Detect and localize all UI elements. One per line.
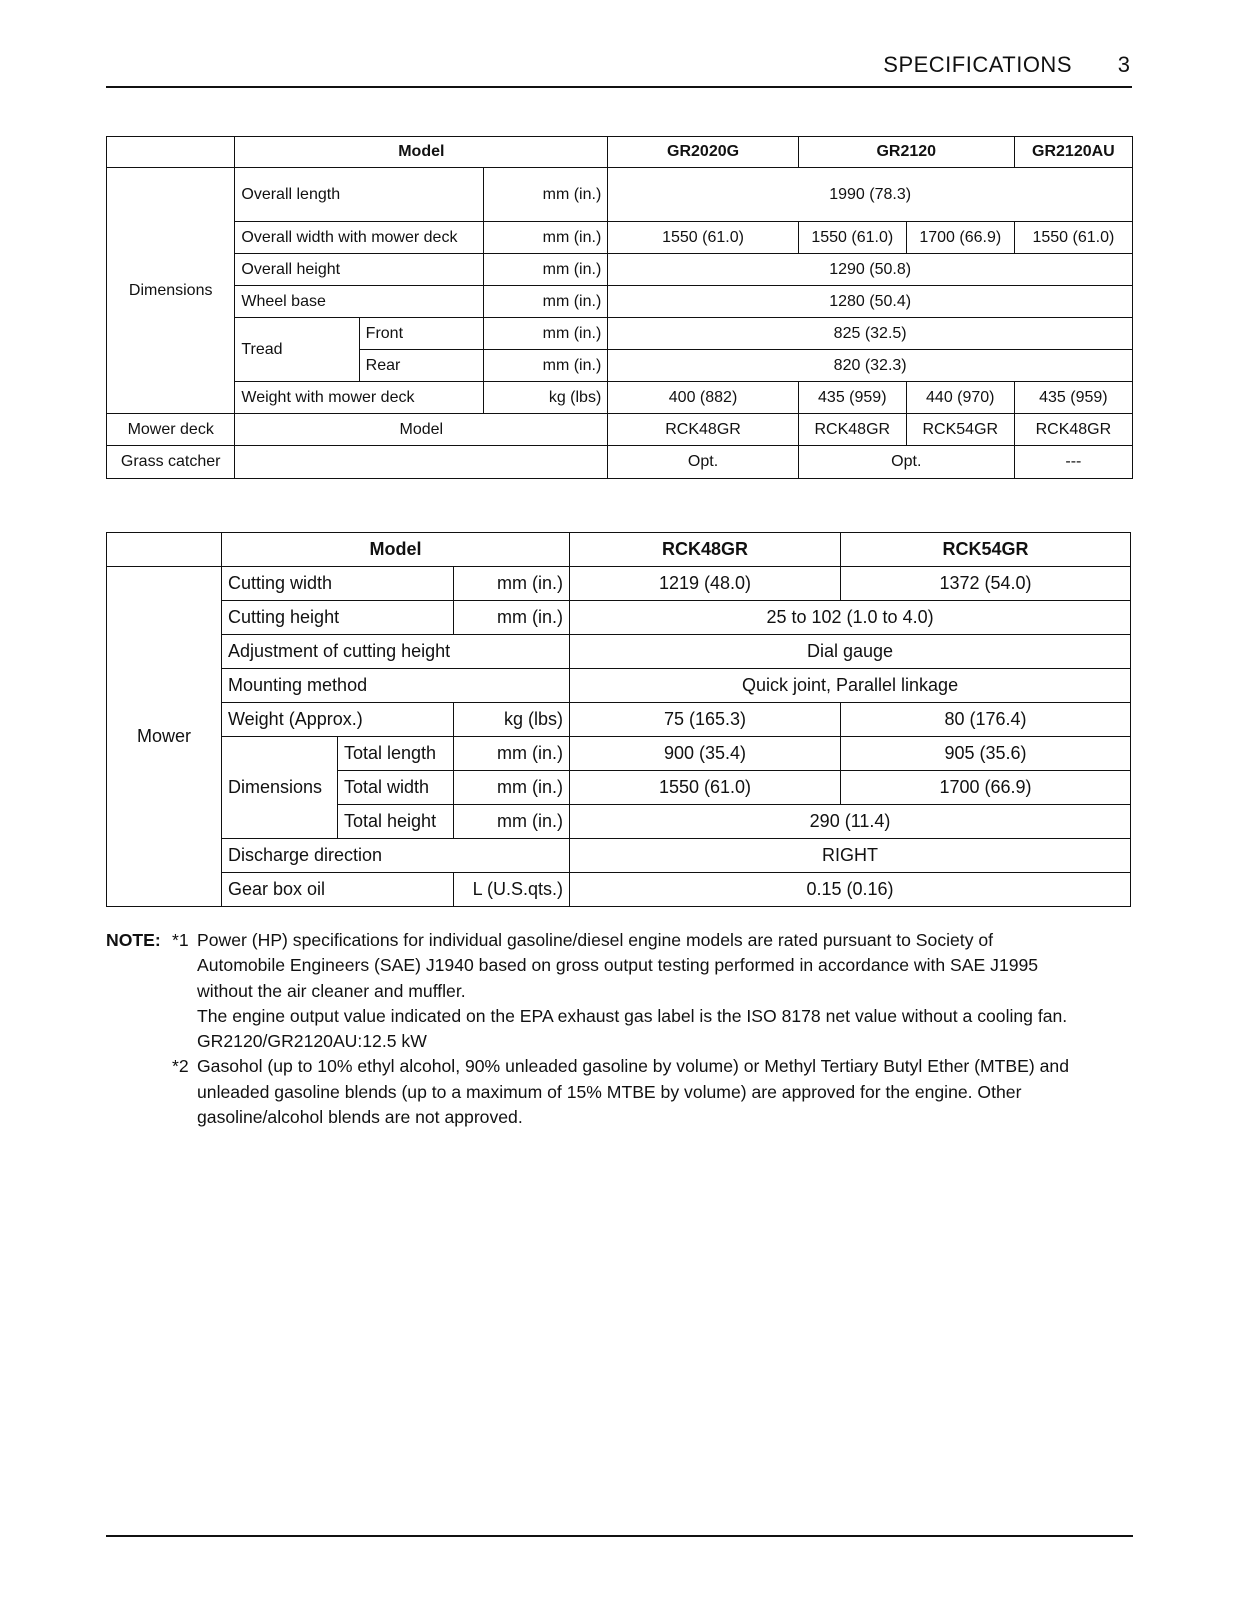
value-cell: 75 (165.3) [570,703,841,737]
unit-cell: mm (in.) [483,168,607,222]
value-cell: 905 (35.6) [841,737,1131,771]
table-row [107,567,1131,601]
row-sublabel: Total height [338,805,454,839]
unit-cell: L (U.S.qts.) [454,873,570,907]
table-row [107,703,1131,737]
table-row [107,635,1131,669]
value-cell: 290 (11.4) [570,805,1131,839]
table-row [107,873,1131,907]
row-label: Dimensions [222,737,338,839]
value-cell: 1550 (61.0) [608,222,799,254]
row-label: Cutting height [222,601,454,635]
value-cell: RCK48GR [1014,414,1132,446]
value-cell: 825 (32.5) [608,318,1133,350]
row-label: Cutting width [222,567,454,601]
footer-divider [106,1535,1133,1537]
unit-cell: mm (in.) [454,805,570,839]
unit-cell: mm (in.) [483,286,607,318]
column-header: RCK48GR [570,533,841,567]
row-label: Mower deck [107,414,235,446]
footnote-line: GR2120/GR2120AU:12.5 kW [197,1031,427,1052]
mower-group-label: Mower [107,567,222,907]
page-number: 3 [1117,52,1130,77]
table-row [107,382,1133,414]
value-cell: 435 (959) [798,382,906,414]
value-cell: 80 (176.4) [841,703,1131,737]
unit-cell: mm (in.) [483,350,607,382]
value-cell: 1550 (61.0) [570,771,841,805]
unit-cell: mm (in.) [454,771,570,805]
unit-cell: mm (in.) [454,737,570,771]
footnote-2 [106,1054,1136,1130]
row-label: Gear box oil [222,873,454,907]
table-row [107,414,1133,446]
row-label: Mounting method [222,669,570,703]
value-cell: 25 to 102 (1.0 to 4.0) [570,601,1131,635]
unit-cell: mm (in.) [454,567,570,601]
value-cell: RCK48GR [798,414,906,446]
footnote-marker: *1 [172,930,189,950]
table-row [107,446,1133,479]
value-cell: 1219 (48.0) [570,567,841,601]
row-label: Discharge direction [222,839,570,873]
row-sublabel: Front [359,318,483,350]
value-cell: 435 (959) [1014,382,1132,414]
model-header: Model [222,533,570,567]
table-row [107,669,1131,703]
unit-cell: mm (in.) [483,222,607,254]
table-row [107,601,1131,635]
table-row [107,318,1133,350]
value-cell: Quick joint, Parallel linkage [570,669,1131,703]
value-cell: 0.15 (0.16) [570,873,1131,907]
table-row [107,533,1131,567]
footnote-line: Gasohol (up to 10% ethyl alcohol, 90% unleaded gasoline by volume) or Methyl Tertiary Butyl Ether (MTBE) and [197,1056,1069,1077]
value-cell: 820 (32.3) [608,350,1133,382]
row-sublabel: Rear [359,350,483,382]
row-sublabel: Total width [338,771,454,805]
table-row [107,137,1133,168]
value-cell: 1280 (50.4) [608,286,1133,318]
value-cell: 1990 (78.3) [608,168,1133,222]
value-cell: RCK48GR [608,414,799,446]
column-header: RCK54GR [841,533,1131,567]
value-cell: Dial gauge [570,635,1131,669]
table-cell [235,446,608,479]
row-label: Tread [235,318,359,382]
value-cell: 1700 (66.9) [841,771,1131,805]
value-cell: 900 (35.4) [570,737,841,771]
row-sublabel: Model [235,414,608,446]
table-row [107,222,1133,254]
note-label: NOTE: [106,930,161,950]
table-cell [107,533,222,567]
value-cell: RIGHT [570,839,1131,873]
table-row [107,737,1131,771]
footnote-line: Power (HP) specifications for individual gasoline/diesel engine models are rated pursuant to Society of [197,930,994,950]
row-sublabel: Total length [338,737,454,771]
value-cell: 440 (970) [906,382,1014,414]
footnote-line: without the air cleaner and muffler. [197,980,466,1001]
row-label: Wheel base [235,286,484,318]
table-cell [107,137,235,168]
value-cell: Opt. [608,446,799,479]
table-row [107,168,1133,222]
value-cell: 400 (882) [608,382,799,414]
footnote-1 [106,928,1136,1054]
value-cell: 1372 (54.0) [841,567,1131,601]
table-row [107,254,1133,286]
value-cell: RCK54GR [906,414,1014,446]
value-cell: 1700 (66.9) [906,222,1014,254]
value-cell: Opt. [798,446,1014,479]
footnote-line: unleaded gasoline blends (up to a maximum of 15% MTBE by volume) are approved for the engine. Other [197,1081,1022,1102]
value-cell: 1290 (50.8) [608,254,1133,286]
unit-cell: mm (in.) [454,601,570,635]
dimensions-group-label: Dimensions [107,168,235,414]
unit-cell: kg (lbs) [454,703,570,737]
table-row [107,839,1131,873]
row-label: Overall length [235,168,484,222]
table-row [107,286,1133,318]
model-header: Model [235,137,608,168]
footnote-marker: *2 [172,1056,189,1077]
footnote-line: Automobile Engineers (SAE) J1940 based on gross output testing performed in accordance with SAE J1995 [197,955,1039,976]
unit-cell: mm (in.) [483,318,607,350]
row-label: Weight (Approx.) [222,703,454,737]
column-header: GR2020G [608,137,799,168]
value-cell: 1550 (61.0) [1014,222,1132,254]
section-title: SPECIFICATIONS [883,52,1072,77]
mower-specifications-table [106,532,1131,907]
row-label: Grass catcher [107,446,235,479]
row-label: Adjustment of cutting height [222,635,570,669]
value-cell: 1550 (61.0) [798,222,906,254]
row-label: Overall width with mower deck [235,222,484,254]
value-cell: --- [1014,446,1132,479]
tractor-specifications-table [106,136,1133,479]
footnote-line: The engine output value indicated on the EPA exhaust gas label is the ISO 8178 net value without a cooling fan. [197,1005,1068,1026]
unit-cell: kg (lbs) [483,382,607,414]
column-header: GR2120 [798,137,1014,168]
footnote-line: gasoline/alcohol blends are not approved. [197,1107,523,1128]
unit-cell: mm (in.) [483,254,607,286]
page-header [106,50,1132,88]
row-label: Overall height [235,254,484,286]
row-label: Weight with mower deck [235,382,484,414]
column-header: GR2120AU [1014,137,1132,168]
footnotes [106,928,1136,1130]
